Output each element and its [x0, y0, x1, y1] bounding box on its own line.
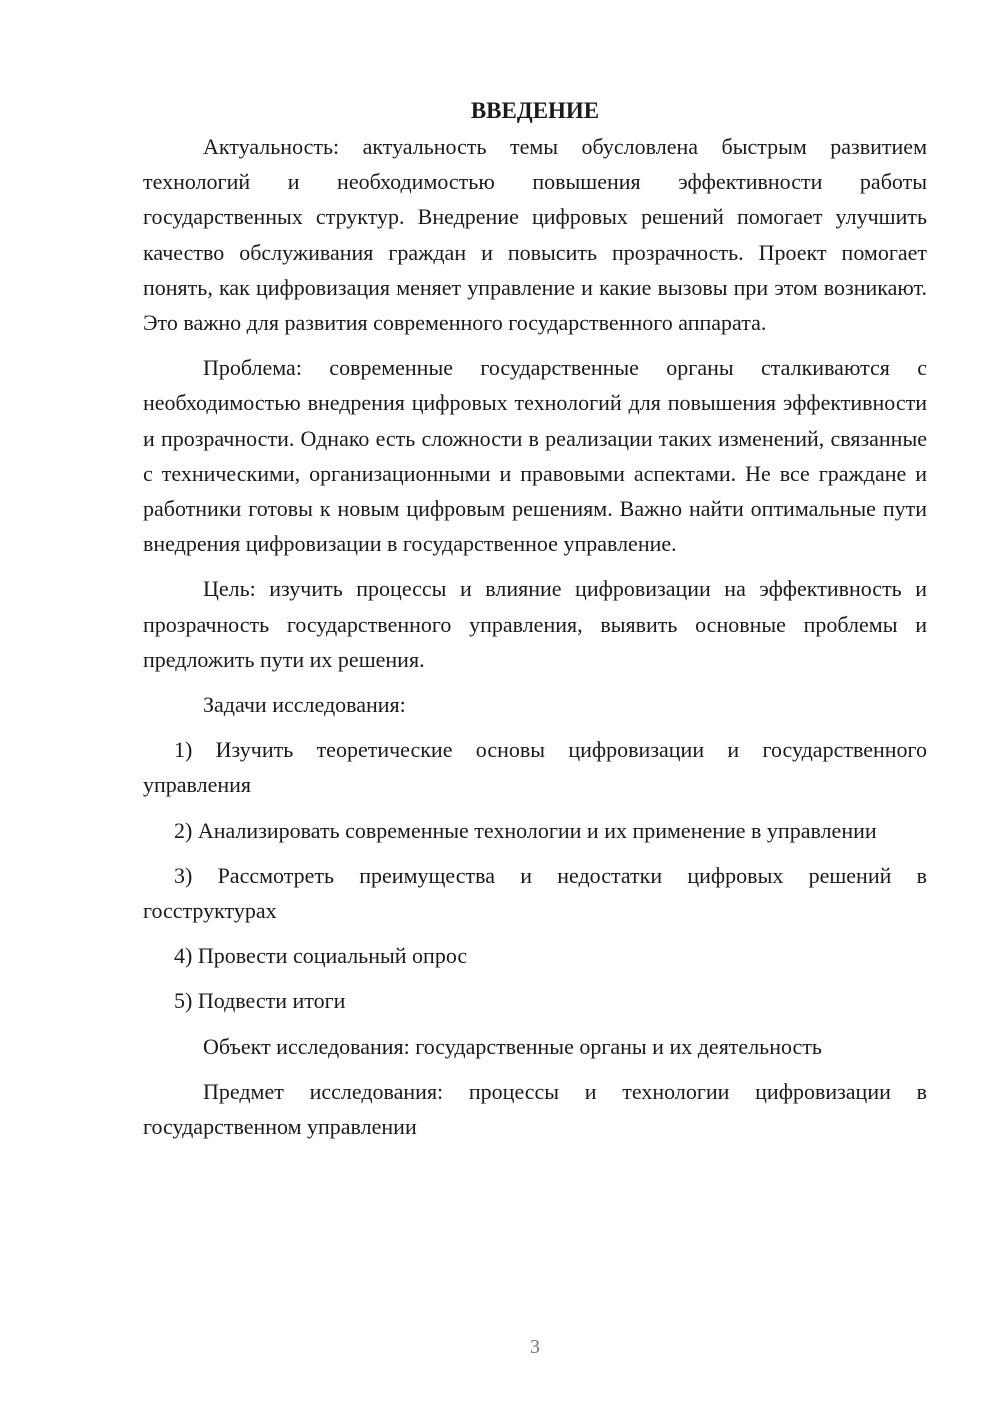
task-item-4: 4) Провести социальный опрос	[174, 943, 468, 969]
relevance-paragraph: Актуальность: актуальность темы обусловлена быстрым развитием технологий и необходимостью повышения эффективности работы государственных структур. Внедрение цифровых решений помогает улучшить качество обслуживания граждан и повысить прозрачность. Проект помогает понять, как цифровизация меняет управление и какие вызовы при этом возникают. Это важно для развития современного государственного аппарата.	[143, 134, 927, 336]
page-number: 3	[530, 1336, 540, 1358]
section-heading: ВВЕДЕНИЕ	[470, 98, 600, 123]
task-item-1: 1) Изучить теоретические основы цифровизации и государственного управления	[143, 737, 927, 798]
problem-paragraph: Проблема: современные государственные органы сталкиваются с необходимостью внедрения цифровых технологий для повышения эффективности и прозрачности. Однако есть сложности в реализации таких изменений, связанные с техническими, организационными и правовыми аспектами. Не все граждане и работники готовы к новым цифровым решениям. Важно найти оптимальные пути внедрения цифровизации в государственное управление.	[143, 355, 927, 557]
tasks-title: Задачи исследования:	[203, 692, 406, 718]
page-content	[143, 96, 927, 1154]
object-paragraph: Объект исследования: государственные органы и их деятельность	[203, 1033, 822, 1059]
task-item-3: 3) Рассмотреть преимущества и недостатки цифровых решений в госструктурах	[143, 862, 927, 924]
task-item-5: 5) Подвести итоги	[174, 988, 346, 1014]
goal-paragraph: Цель: изучить процессы и влияние цифровизации на эффективность и прозрачность государственного управления, выявить основные проблемы и предложить пути их решения.	[143, 576, 927, 672]
subject-paragraph: Предмет исследования: процессы и технологии цифровизации в государственном управлении	[143, 1078, 927, 1140]
task-item-2: 2) Анализировать современные технологии и их применение в управлении	[174, 817, 877, 843]
